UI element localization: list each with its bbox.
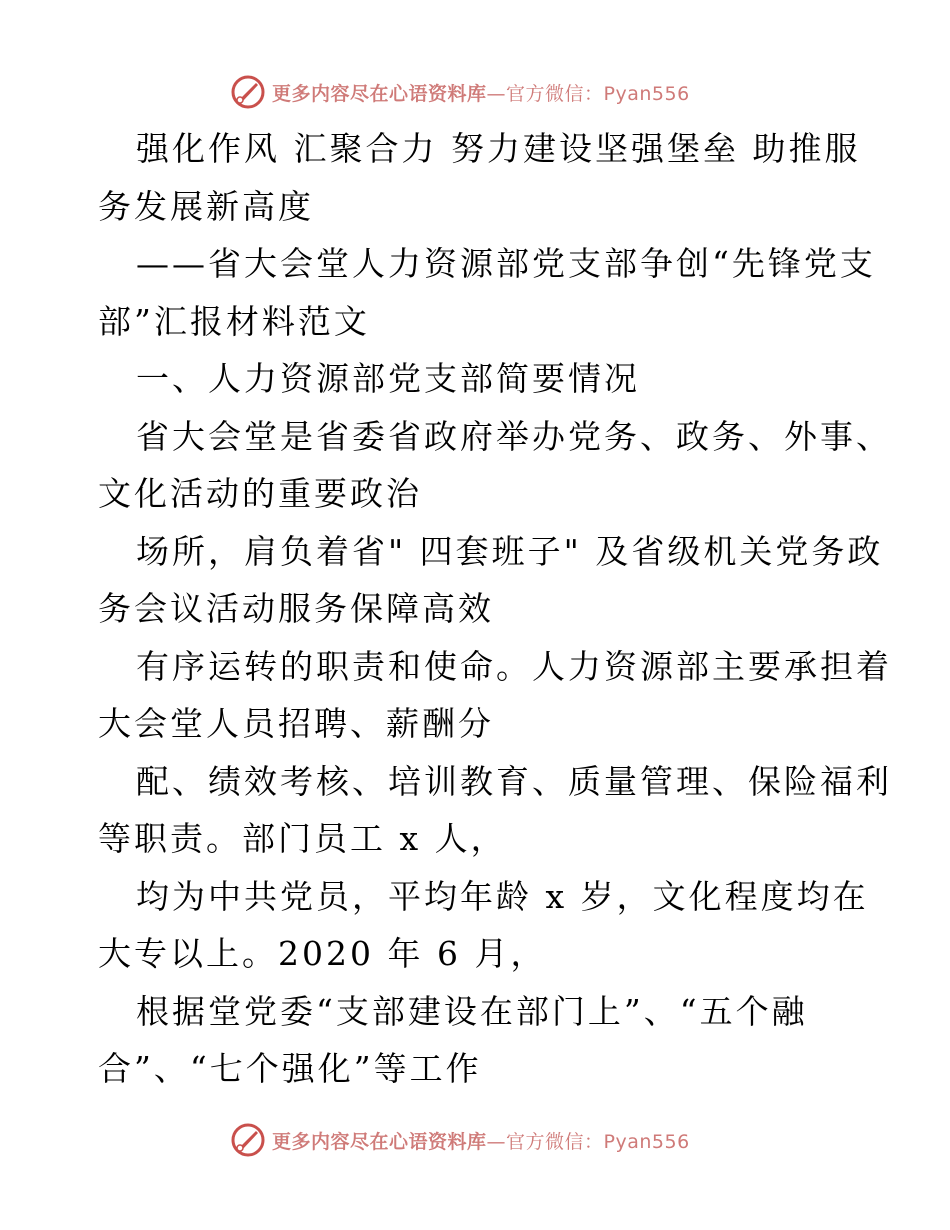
watermark-separator: — [486,82,507,105]
paragraph [98,983,858,1098]
paragraph-line: 一、人力资源部党支部简要情况 [136,359,640,398]
watermark-wechat: 官方微信：Pyan556 [506,82,690,105]
paragraph-line: 部”汇报材料范文 [98,301,370,341]
paragraph-line: 强化作风 汇聚合力 努力建设坚强堡垒 助推服 [136,129,861,168]
paragraph-line: 务发展新高度 [98,186,314,226]
watermark-text [272,1127,690,1154]
watermark-separator: — [486,1130,507,1153]
paragraph-line: 合”、“七个强化”等工作 [98,1049,482,1088]
paragraph-line: 配、绩效考核、培训教育、质量管理、保险福利 [136,761,892,801]
watermark-banner-bottom [230,1120,750,1160]
paragraph [98,638,892,753]
paragraph-line: 场所，肩负着省" 四套班子" 及省级机关党务政 [136,531,884,571]
paragraph-line: 文化活动的重要政治 [98,474,422,513]
paragraph [98,523,884,638]
section-heading [98,350,858,408]
paragraph-line: 有序运转的职责和使命。人力资源部主要承担着 [136,646,892,686]
document-body [98,120,892,1098]
paragraph-line: 大专以上。2020 年 6 月， [98,934,547,973]
watermark-brand: 更多内容尽在心语资料库 [272,82,487,105]
paragraph [98,868,869,983]
watermark-banner-top [230,72,750,112]
paragraph [98,753,892,868]
watermark-wechat: 官方微信：Pyan556 [506,1130,690,1153]
paragraph [98,408,892,523]
quill-seal-icon [230,1122,266,1158]
quill-seal-icon [230,74,266,110]
paragraph-line: 大会堂人员招聘、薪酬分 [98,704,494,743]
watermark-brand: 更多内容尽在心语资料库 [272,1130,487,1153]
paragraph-line: 省大会堂是省委省政府举办党务、政务、外事、 [136,416,892,456]
paragraph-line: 务会议活动服务保障高效 [98,589,494,628]
paragraph-title [98,120,861,235]
paragraph-line: 等职责。部门员工 x 人， [98,819,507,858]
paragraph-line: 均为中共党员，平均年龄 x 岁，文化程度均在 [136,876,869,916]
paragraph-line: ——省大会堂人力资源部党支部争创“先锋党支 [136,244,876,283]
paragraph-subtitle [98,235,876,350]
watermark-text [272,79,690,106]
paragraph-line: 根据堂党委“支部建设在部门上”、“五个融 [136,991,808,1031]
